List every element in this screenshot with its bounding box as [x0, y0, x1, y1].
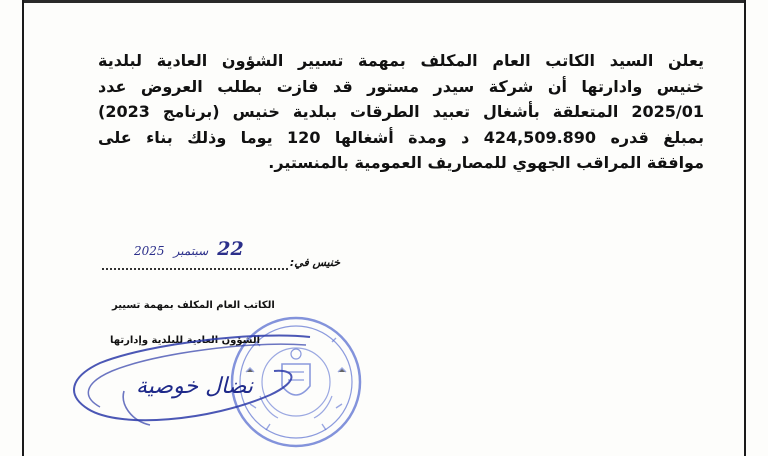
date-month: سبتمبر — [173, 244, 209, 258]
page-left-border — [22, 0, 24, 456]
date-label: خنيس في: — [289, 256, 340, 269]
signatory-name: نضال خوصية — [136, 374, 253, 399]
date-year: 2025 — [134, 244, 165, 258]
announcement-line: بمبلغ قدره 424,509.890 د ومدة أشغالها 120 يوما وذلك بناء على — [98, 127, 704, 147]
handwritten-date — [134, 238, 244, 260]
announcement-line: موافقة المراقب الجهوي للمصاريف العمومية بالمنستير. — [268, 153, 704, 173]
signatory-title-line1: الكاتب العام المكلف بمهمة تسيير — [112, 300, 275, 311]
announcement-line: خنيس وادارتها أن شركة سيدر مستور قد فازت بطلب العروض عدد — [98, 76, 704, 96]
announcement-line: 2025/01 المتعلقة بأشغال تعبيد الطرقات ببلدية خنيس (برنامج 2023) — [98, 102, 704, 122]
date-day: 22 — [217, 238, 244, 260]
announcement-body — [98, 48, 704, 176]
signatory-title-line2: الشؤون العادية للبلدية وإدارتها — [110, 335, 261, 346]
page-right-border — [744, 0, 746, 456]
date-dotted-line — [102, 268, 288, 270]
announcement-line: يعلن السيد الكاتب العام المكلف بمهمة تسيير الشؤون العادية لبلدية — [98, 51, 704, 70]
page-top-border — [22, 0, 746, 3]
